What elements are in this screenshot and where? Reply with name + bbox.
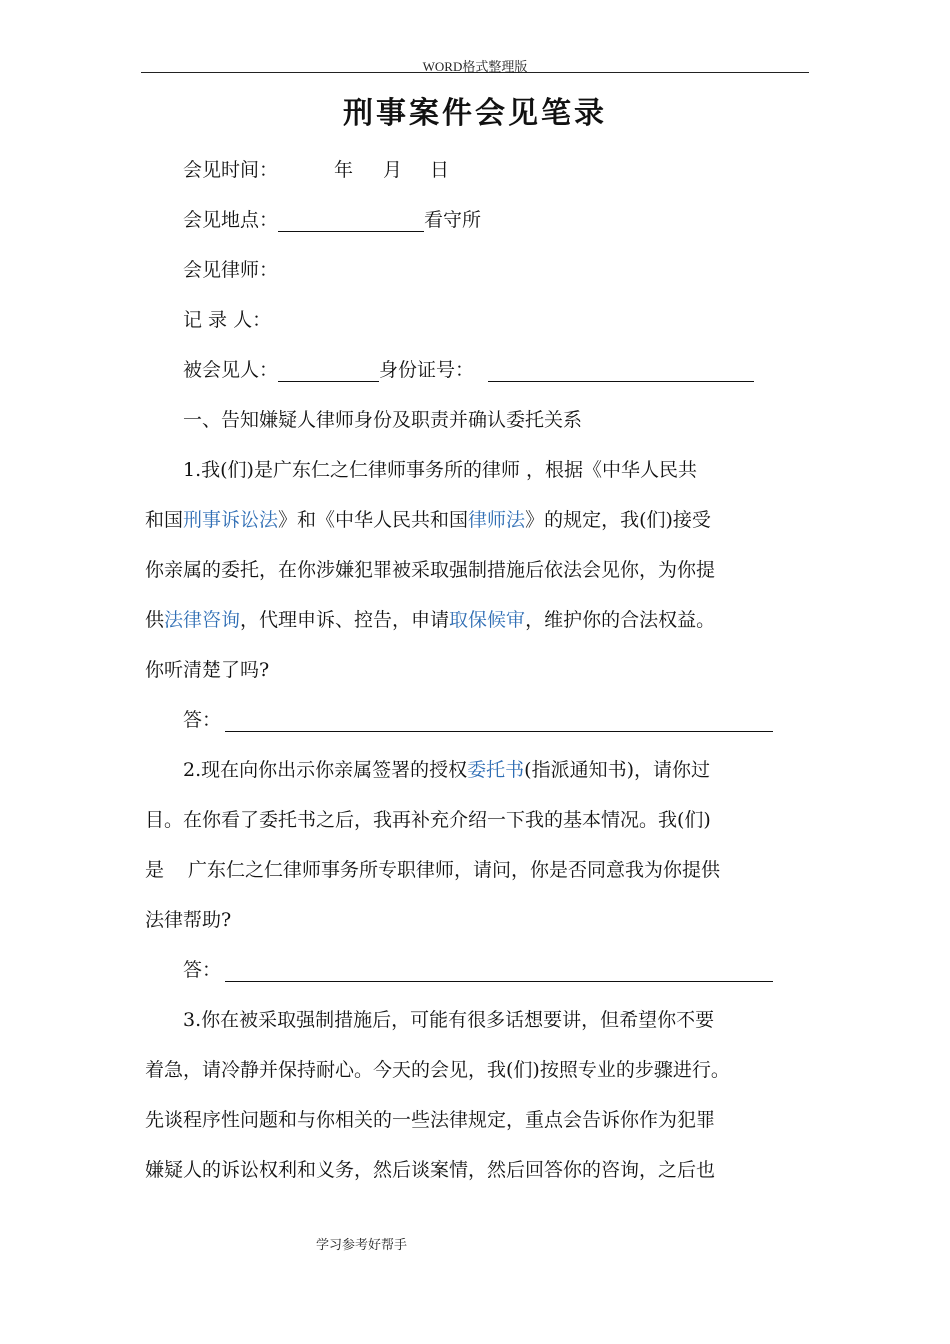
- day-label: 日: [430, 159, 450, 181]
- answer-blank-1[interactable]: [225, 711, 773, 732]
- para1-line2: [145, 508, 711, 532]
- para1-line3: 你亲属的委托，在你涉嫌犯罪被采取强制措施后依法会见你，为你提: [145, 559, 716, 581]
- person-name-blank[interactable]: [278, 361, 379, 382]
- para2-text: 是: [145, 859, 165, 881]
- para1-text: 供: [145, 609, 165, 631]
- month-label: 月: [383, 159, 403, 181]
- meeting-time-label: 会见时间：: [183, 159, 279, 181]
- para2-line1: [183, 758, 710, 782]
- id-number-label: 身份证号：: [379, 359, 475, 381]
- answer-row-1: [183, 708, 773, 732]
- para1-line5: 你听清楚了吗?: [145, 659, 270, 681]
- para2-line3: [145, 858, 720, 882]
- detention-center-label: 看守所: [424, 209, 482, 231]
- lawyers-law-link[interactable]: 律师法: [468, 509, 526, 531]
- recorder-row: [183, 308, 271, 332]
- answer-label: 答：: [183, 709, 222, 731]
- meeting-place-row: [183, 208, 481, 232]
- answer-blank-2[interactable]: [225, 961, 773, 982]
- person-row: [183, 358, 754, 382]
- legal-consultation-link[interactable]: 法律咨询: [164, 609, 241, 631]
- section-heading: 一、告知嫌疑人律师身份及职责并确认委托关系: [183, 409, 583, 431]
- para2-text: 2.现在向你出示你亲属签署的授权: [183, 759, 468, 781]
- person-label: 被会见人：: [183, 359, 279, 381]
- meeting-time-row: [183, 158, 449, 182]
- para1-text: 》的规定，我(们)接受: [525, 509, 711, 531]
- bail-link[interactable]: 取保候审: [449, 609, 526, 631]
- para2-line4: 法律帮助?: [145, 909, 232, 931]
- para2-text: (指派通知书)，请你过: [524, 759, 710, 781]
- para1-text: 》和《中华人民共和国: [278, 509, 469, 531]
- year-label: 年: [334, 159, 354, 181]
- meeting-place-blank[interactable]: [278, 211, 424, 232]
- answer-row-2: [183, 958, 773, 982]
- para1-line1: 1.我(们)是广东仁之仁律师事务所的律师 ，根据《中华人民共: [183, 459, 697, 481]
- id-number-blank[interactable]: [488, 361, 754, 382]
- document-title: 刑事案件会见笔录: [343, 96, 607, 131]
- meeting-place-label: 会见地点：: [183, 209, 279, 231]
- meeting-lawyer-label: 会见律师：: [183, 259, 279, 281]
- para3-line3: 先谈程序性问题和与你相关的一些法律规定，重点会告诉你作为犯罪: [145, 1109, 716, 1131]
- para1-line4: [145, 608, 715, 632]
- para1-text: 和国: [145, 509, 184, 531]
- page-footer: 学习参考好帮手: [316, 1238, 408, 1253]
- para2-text: 广东仁之仁律师事务所专职律师，请问，你是否同意我为你提供: [188, 859, 721, 881]
- para2-line2: 目。在你看了委托书之后，我再补充介绍一下我的基本情况。我(们): [145, 809, 711, 831]
- header-rule: [141, 72, 809, 73]
- answer-label: 答：: [183, 959, 222, 981]
- power-of-attorney-link[interactable]: 委托书: [467, 759, 525, 781]
- para1-text: ，代理申诉、控告，申请: [240, 609, 450, 631]
- para3-line4: 嫌疑人的诉讼权利和义务，然后谈案情，然后回答你的咨询，之后也: [145, 1159, 716, 1181]
- meeting-lawyer-row: [183, 258, 278, 282]
- para3-line1: 3.你在被采取强制措施后，可能有很多话想要讲，但希望你不要: [183, 1009, 715, 1031]
- criminal-procedure-law-link[interactable]: 刑事诉讼法: [183, 509, 279, 531]
- page-header: WORD格式整理版: [422, 59, 528, 74]
- para1-text: ，维护你的合法权益。: [525, 609, 716, 631]
- para3-line2: 着急，请冷静并保持耐心。今天的会见，我(们)按照专业的步骤进行。: [145, 1059, 730, 1081]
- recorder-label: 记 录 人：: [183, 309, 272, 331]
